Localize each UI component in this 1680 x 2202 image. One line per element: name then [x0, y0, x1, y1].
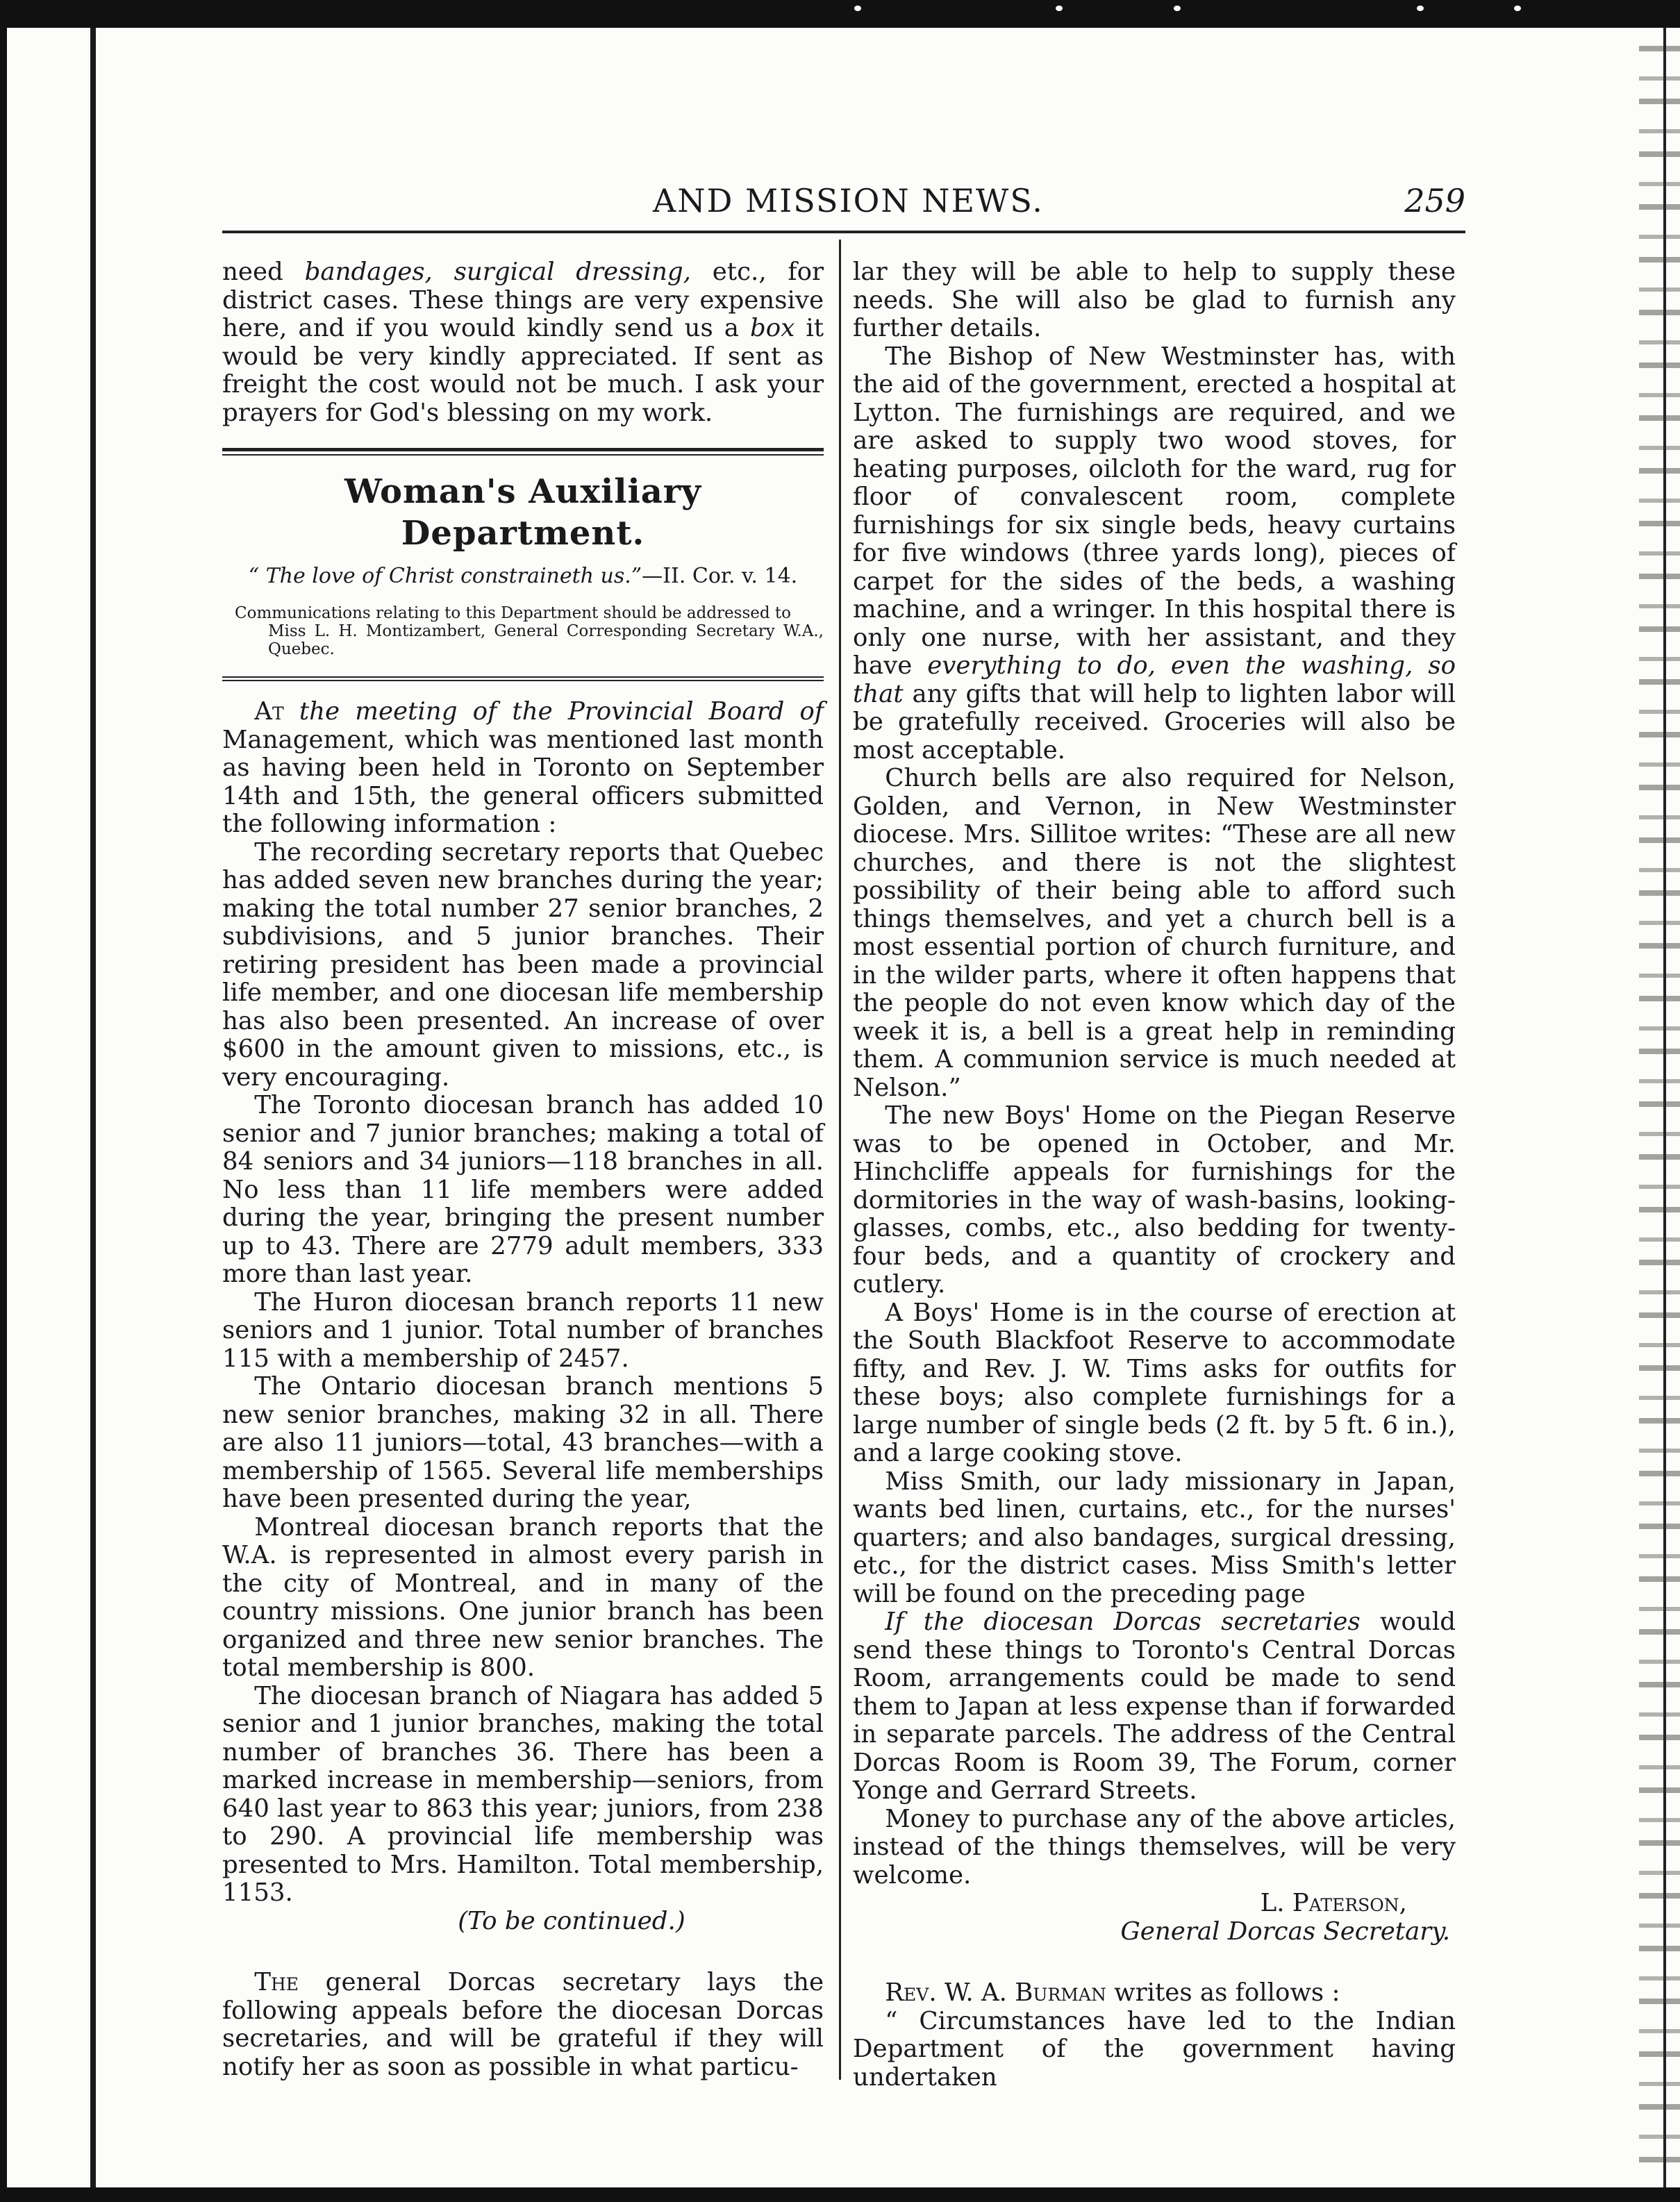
italic-run: the meeting of the Provincial Board of — [283, 697, 824, 726]
binding-line — [90, 28, 96, 2202]
communications-line: Miss L. H. Montizambert, General Corresponding Secretary W.A., Quebec. — [268, 622, 824, 658]
signature-name: L. Paterson, — [1260, 1889, 1407, 1917]
communications-line: Communications relating to this Department should be addressed to — [235, 604, 791, 622]
scan-right-border — [1663, 28, 1666, 2202]
small-caps-run: Rev. W. A. Burman — [885, 1978, 1106, 2007]
paragraph: Church bells are also required for Nelson, Golden, and Vernon, in New Westminster diocese. Mrs. Sillitoe writes: “These are all new churches, and there is not the slightest possibility of their being able to afford such things themselves, and yet a church bell is a most essential portion of church furniture, and in the wilder parts, where it often happens that the people do not even know which day of the week it is, a bell is a great help in reminding them. A communion service is much needed at Nelson.” — [853, 764, 1456, 1102]
running-title: AND MISSION NEWS. — [653, 182, 1044, 219]
paragraph: The recording secretary reports that Quebec has added seven new branches during the year; making the total number 27 senior branches, 2 subdivisions, and 5 junior branches. Their retiring president has been made a provincial life member, and one diocesan life membership has also been presented. An increase of over $600 in the amount given to missions, etc., is very encouraging. — [222, 837, 824, 1092]
scan-left-border — [0, 28, 7, 2202]
motto-reference: —II. Cor. v. 14. — [642, 564, 798, 588]
scan-top-border — [0, 0, 1680, 28]
text-run: writes as follows : — [1106, 1978, 1340, 2007]
paragraph — [853, 1608, 1456, 1805]
small-caps-run: The — [254, 1968, 299, 1996]
paragraph — [853, 1979, 1456, 2008]
page-header — [222, 182, 1465, 231]
letter-closing-paragraph — [222, 258, 824, 427]
text-run: any gifts that will help to lighten labor will be gratefully received. Groceries will also be most acceptable. — [853, 679, 1456, 765]
scan-speck — [1174, 6, 1181, 11]
to-be-continued: (To be continued.) — [458, 1906, 685, 1935]
department-title: Woman's Auxiliary Department. — [344, 472, 701, 553]
scan-speck — [854, 6, 861, 11]
right-column — [853, 258, 1456, 2092]
text-run: would send these things to Toronto's Central Dorcas Room, arrangements could be made to send them to Japan at less expense than if forwarded in separate parcels. The address of the Central Dorcas Room is Room 39, The Forum, corner Yonge and Gerrard Streets. — [853, 1608, 1456, 1805]
scan-speck — [1056, 6, 1063, 11]
text-run: Management, which was mentioned last month as having been held in Toronto on September 14th and 15th, the general officers submitted the following information : — [222, 725, 824, 838]
column-divider — [839, 240, 841, 2080]
paragraph: Miss Smith, our lady missionary in Japan, wants bed linen, curtains, etc., for the nurses' quarters; and also bandages, surgical dressing, etc., for the district cases. Miss Smith's letter will be found on the preceding page — [853, 1467, 1456, 1608]
header-rule — [222, 231, 1465, 233]
paragraph: The new Boys' Home on the Piegan Reserve was to be opened in October, and Mr. Hinchcliffe appeals for furnishings for the dormitories in the way of wash-basins, looking-glasses, combs, etc., also bedding for twenty-four beds, and a quantity of crockery and cutlery. — [853, 1101, 1456, 1299]
text-run: it would be very kindly appreciated. If sent as freight the cost would not be much. I ask your prayers for God's blessing on my work. — [222, 314, 824, 427]
motto-quote: “ The love of Christ constraineth us.” — [248, 564, 642, 588]
text-run: etc., for district cases. These things are very expensive here, and if you would kindly send us a — [222, 258, 824, 342]
left-column — [222, 258, 824, 2081]
scan-speck — [1417, 6, 1424, 11]
scan-speck — [1514, 6, 1521, 11]
paragraph: Money to purchase any of the above articles, instead of the things themselves, will be very welcome. — [853, 1804, 1456, 1890]
small-caps-run: At — [254, 697, 284, 726]
text-run: need — [222, 258, 305, 286]
italic-run: box — [750, 314, 795, 342]
paragraph — [222, 698, 824, 839]
communications-note — [235, 604, 824, 658]
paragraph: The Ontario diocesan branch mentions 5 new senior branches, making 32 in all. There are also 11 juniors—total, 43 branches—with a membership of 1565. Several life memberships have been presented during the year, — [222, 1372, 824, 1513]
department-motto — [222, 562, 824, 590]
paragraph: “ Circumstances have led to the Indian Department of the government having undertaken — [853, 2006, 1456, 2092]
section-double-rule — [222, 448, 824, 456]
scan-bottom-border — [0, 2187, 1680, 2202]
italic-run: If the diocesan Dorcas secretaries — [885, 1608, 1361, 1636]
paragraph: The diocesan branch of Niagara has added 5 senior and 1 junior branches, making the total number of branches 36. There has been a marked increase in membership—seniors, from 640 last year to 863 this year; juniors, from 238 to 290. A provincial life membership was presented to Mrs. Hamilton. Total membership, 1153. — [222, 1681, 824, 1907]
paragraph: lar they will be able to help to supply these needs. She will also be glad to furnish any further details. — [853, 258, 1456, 342]
italic-run: everything to do, even the washing, so that — [853, 651, 1456, 708]
paragraph — [222, 1969, 824, 2081]
paragraph: The Huron diocesan branch reports 11 new seniors and 1 junior. Total number of branches 115 with a membership of 2457. — [222, 1287, 824, 1373]
text-run: The Bishop of New Westminster has, with the aid of the government, erected a hospital at Lytton. The furnishings are required, and we are asked to supply two wood stoves, for heating purposes, oilcloth for the ward, rug for floor of convalescent room, complete furnishings for six single beds, heavy curtains for five windows (three yards long), pieces of carpet for the sides of the beds, a washing machine, and a wringer. In this hospital there is only one nurse, with her assistant, and they have — [853, 342, 1456, 680]
paragraph — [853, 343, 1456, 765]
paragraph: The Toronto diocesan branch has added 10 senior and 7 junior branches; making a total of 84 seniors and 34 juniors—118 branches in all. No less than 11 life members were added during the year, bringing the present number up to 43. There are 2779 adult members, 333 more than last year. — [222, 1091, 824, 1288]
text-run: general Dorcas secretary lays the following appeals before the diocesan Dorcas secretaries, and will be grateful if they will notify her as soon as possible in what particu- — [222, 1968, 824, 2081]
section-rule — [222, 676, 824, 681]
italic-run: bandages, surgical dressing, — [304, 258, 691, 286]
signature-title: General Dorcas Secretary. — [1120, 1917, 1450, 1946]
paragraph: A Boys' Home is in the course of erection at the South Blackfoot Reserve to accommodate fifty, and Rev. J. W. Tims asks for outfits for these boys; also complete furnishings for a large number of single beds (2 ft. by 5 ft. 6 in.), and a large cooking stove. — [853, 1298, 1456, 1467]
paragraph: Montreal diocesan branch reports that the W.A. is represented in almost every parish in the city of Montreal, and in many of the country missions. One junior branch has been organized and three new senior branches. The total membership is 800. — [222, 1512, 824, 1682]
page-number: 259 — [1404, 182, 1465, 219]
scan-right-edge-noise — [1639, 28, 1680, 2202]
